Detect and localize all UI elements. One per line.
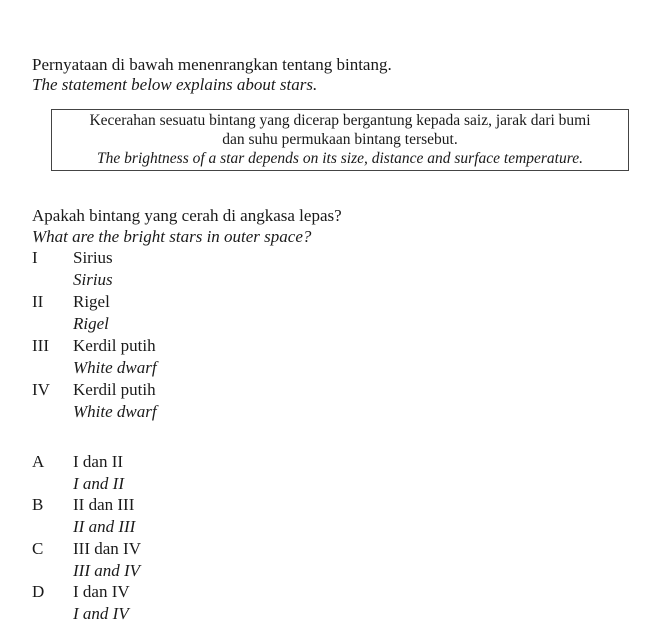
item-label: IV (32, 380, 50, 399)
option-malay: II dan III (73, 495, 135, 514)
item-english: White dwarf (73, 402, 157, 421)
item-label: III (32, 336, 49, 355)
item-english: Sirius (73, 270, 113, 289)
option-english: I and II (73, 474, 124, 493)
option-english: I and IV (73, 604, 129, 623)
statement-box (51, 109, 629, 171)
item-malay: Rigel (73, 292, 110, 311)
item-english: White dwarf (73, 358, 157, 377)
option-label: A (32, 452, 45, 471)
option-malay: I dan IV (73, 582, 130, 601)
option-malay: I dan II (73, 452, 124, 471)
item-malay: Sirius (73, 248, 113, 267)
option-english: III and IV (73, 561, 141, 580)
option-label: D (32, 582, 45, 601)
item-label: I (32, 248, 38, 267)
item-label: II (32, 292, 44, 311)
statement-malay-line1: Kecerahan sesuatu bintang yang dicerap bergantung kepada saiz, jarak dari bumi (89, 112, 591, 129)
question-malay: Apakah bintang yang cerah di angkasa lepas? (32, 206, 342, 225)
statement-english: The brightness of a star depends on its size, distance and surface temperature. (97, 150, 583, 167)
item-malay: Kerdil putih (73, 380, 156, 399)
option-label: C (32, 539, 44, 558)
question-english: What are the bright stars in outer space? (32, 227, 312, 246)
intro-malay: Pernyataan di bawah menenrangkan tentang bintang. (32, 55, 392, 74)
item-malay: Kerdil putih (73, 336, 156, 355)
option-english: II and III (73, 517, 136, 536)
intro-english: The statement below explains about stars. (32, 75, 318, 94)
statement-malay-line2: dan suhu permukaan bintang tersebut. (222, 131, 458, 148)
option-label: B (32, 495, 44, 514)
option-malay: III dan IV (73, 539, 141, 558)
item-english: Rigel (73, 314, 109, 333)
